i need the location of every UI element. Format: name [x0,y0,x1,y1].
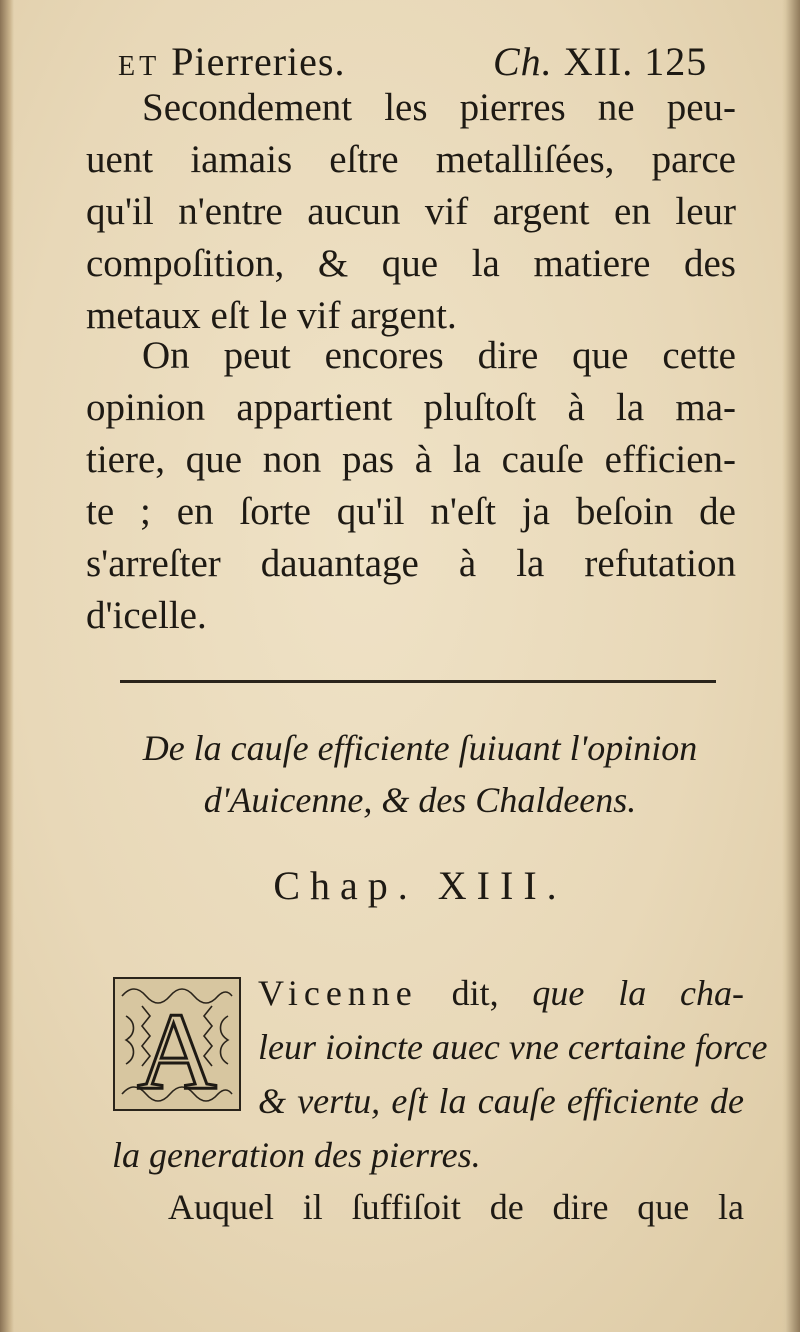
ornamental-drop-cap [112,976,242,1112]
text-line: & vertu, eſt la cauſe efficiente de [258,1081,744,1121]
chapter-title: Chap. XIII. [273,863,567,908]
text-line: uent iamais eſtre metalliſées, parce [86,138,736,181]
paragraph-2 [86,330,736,642]
paragraph-1 [86,82,736,342]
text-line: s'arreſter dauantage à la refutation [86,542,736,585]
text-line: la generation des pierres. [112,1135,481,1175]
running-title-et: ET [118,51,161,82]
running-title-main: Pierreries. [171,39,346,84]
chapter-ref-number: XII. [563,39,634,84]
text-line: te ; en ſorte qu'il n'eſt ja beſoin de [86,490,736,533]
section-heading-line-2: d'Auicenne, & des Chaldeens. [203,780,637,820]
section-divider [120,680,716,683]
page-number: 125 [644,39,708,84]
text-line: opinion appartient pluſtoſt à la ma- [86,386,736,429]
text-line: tiere, que non pas à la cauſe efficien- [86,438,736,481]
page-gutter-shadow [0,0,14,1332]
text-line: leur ioincte auec vne certaine force [258,1027,768,1067]
chapter-reference [493,38,707,85]
drop-cap-letter: A [137,990,217,1112]
italic-span: que la cha- [532,973,744,1013]
text-line: compoſition, & que la matiere des [86,242,736,285]
paragraph-3 [258,966,768,1128]
text-span: dit, [417,973,533,1013]
name-caps: Vicenne [258,973,418,1013]
text-line [258,966,744,1020]
text-line: Secondement les pierres ne peu- [142,86,736,129]
section-heading-line-1: De la cauſe efficiente ſuiuant l'opinion [142,728,698,768]
drop-cap-ornament-icon [112,976,242,1112]
running-header [118,38,738,88]
text-line: On peut encores dire que cette [142,334,736,377]
text-line: d'icelle. [86,594,207,637]
text-line: Auquel il ſuffiſoit de dire que la [168,1187,744,1227]
text-line: metaux eſt le vif argent. [86,294,457,337]
text-line: qu'il n'entre aucun vif argent en leur [86,190,736,233]
section-heading [110,722,730,826]
page-edge-shadow [782,0,800,1332]
chapter-ref-prefix: Ch. [493,39,553,84]
running-title [118,38,345,85]
paragraph-3-continued [112,1128,744,1232]
